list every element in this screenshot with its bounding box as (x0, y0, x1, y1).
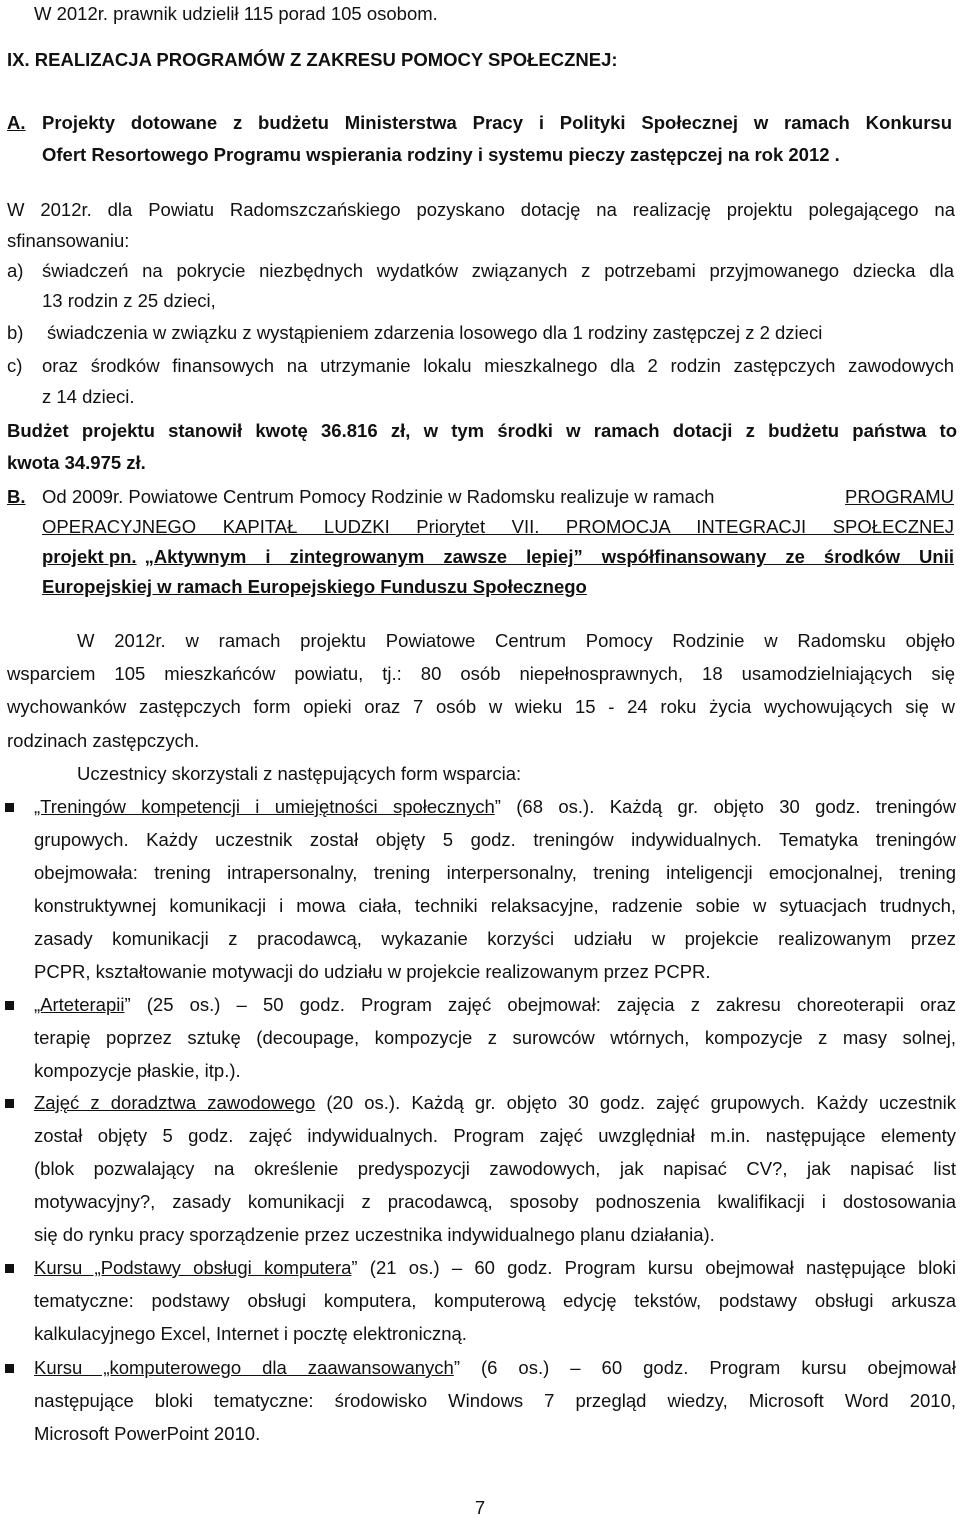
bullet-1-line-2 (34, 829, 956, 851)
bullet-5-text: ” (6 os.) – 60 godz. Program kursu obejmował (453, 1357, 956, 1378)
para2-line1: W 2012r. w ramach projektu Powiatowe Centrum Pomocy Rodzinie w Radomsku objęło (77, 630, 955, 651)
para1-line1: W 2012r. dla Powiatu Radomszczańskiego pozyskano dotację na realizację projektu polegającego na (7, 199, 955, 220)
list-c-marker: c) (7, 355, 23, 376)
bullet-3-text: (blok pozwalający na określenie predyspozycji zawodowych, jak napisać CV?, jak napisać list (34, 1158, 956, 1179)
bullet-1-line-4 (34, 895, 956, 917)
section-b-program-link: PROGRAMU (845, 486, 954, 507)
bullet-marker-icon (5, 1001, 14, 1010)
section-b-line4: Europejskiej w ramach Europejskiego Funduszu Społecznego (42, 576, 587, 597)
section-a-title-line1: Projekty dotowane z budżetu Ministerstwa Pracy i Polityki Społecznej w ramach Konkursu (42, 112, 952, 133)
bullet-1-text: PCPR, kształtowanie motywacji do udziału w projekcie realizowanym przez PCPR. (34, 961, 711, 982)
bullet-1-text: grupowych. Każdy uczestnik został objęty 5 godz. treningów indywidualnych. Tematyka treningów (34, 829, 956, 850)
budget-line2: kwota 34.975 zł. (7, 452, 146, 473)
bullet-marker-icon (5, 1264, 14, 1273)
bullet-1-line-5 (34, 928, 956, 950)
bullet-3-line-5 (34, 1224, 715, 1246)
bullet-1-text: ” (68 os.). Każdą gr. objęto 30 godz. treningów (494, 796, 956, 817)
section-a-title-line2: Ofert Resortowego Programu wspierania rodziny i systemu pieczy zastępczej na rok 2012 . (42, 144, 840, 165)
list-a-marker: a) (7, 260, 24, 281)
bullet-4-text: ” (21 os.) – 60 godz. Program kursu obejmował następujące bloki (351, 1257, 956, 1278)
section-b-line2: OPERACYJNEGO KAPITAŁ LUDZKI Priorytet VII. PROMOCJA INTEGRACJI SPOŁECZNEJ (42, 516, 954, 537)
bullet-1-line-1 (34, 796, 956, 818)
bullet-3-text: motywacyjny?, zasady komunikacji z pracodawcą, sposoby podnoszenia kwalifikacji i dostosowania (34, 1191, 956, 1212)
section-b-line1-text: Od 2009r. Powiatowe Centrum Pomocy Rodzinie w Radomsku realizuje w ramach (42, 486, 715, 507)
bullet-3-line-3 (34, 1158, 956, 1180)
bullet-1-text: obejmowała: trening intrapersonalny, trening interpersonalny, trening inteligencji emocjonalnej, trening (34, 862, 956, 883)
bullet-4-line-2 (34, 1290, 956, 1312)
section-b-line1 (42, 486, 954, 508)
bullet-4-line-1 (34, 1257, 956, 1279)
bullet-marker-icon (5, 803, 14, 812)
bullet-1-text: zasady komunikacji z pracodawcą, wykazanie korzyści udziału w projekcie realizowanym przez (34, 928, 956, 949)
list-b-marker: b) (7, 322, 24, 343)
bullet-marker-icon (5, 1364, 14, 1373)
bullet-5-line-2 (34, 1390, 956, 1412)
section-ix-heading: IX. REALIZACJA PROGRAMÓW Z ZAKRESU POMOCY SPOŁECZNEJ: (7, 49, 618, 70)
bullet-2-text: terapię poprzez sztukę (decoupage, kompozycje z surowców wtórnych, kompozycje z masy solnej, (34, 1027, 956, 1048)
intro-text: W 2012r. prawnik udzielił 115 porad 105 osobom. (34, 3, 438, 24)
bullet-5-line-3 (34, 1423, 260, 1445)
section-b-line3-prefix: projekt pn. (42, 546, 137, 567)
bullet-2-line-1 (34, 994, 956, 1016)
bullet-3-line-2 (34, 1125, 956, 1147)
bullet-3-line-1 (34, 1092, 956, 1114)
para1-line2: sfinansowaniu: (7, 230, 130, 251)
section-b-marker: B. (7, 486, 26, 507)
para2-line4: rodzinach zastępczych. (7, 730, 200, 751)
bullet-4-line-3 (34, 1323, 467, 1345)
bullet-5-text: Microsoft PowerPoint 2010. (34, 1423, 261, 1444)
bullet-2-title: „Arteterapii (34, 994, 125, 1015)
bullet-2-text: kompozycje płaskie, itp.). (34, 1060, 241, 1081)
bullet-2-line-2 (34, 1027, 956, 1049)
bullet-4-text: kalkulacyjnego Excel, Internet i pocztę elektroniczną. (34, 1323, 467, 1344)
bullet-5-title: Kursu „komputerowego dla zaawansowanych (34, 1357, 454, 1378)
bullet-5-line-1 (34, 1357, 956, 1379)
bullet-1-title: „Treningów kompetencji i umiejętności społecznych (34, 796, 495, 817)
section-a-marker: A. (7, 112, 26, 133)
list-a-line1: świadczeń na pokrycie niezbędnych wydatków związanych z potrzebami przyjmowanego dziecka dla (42, 260, 954, 281)
budget-line1: Budżet projektu stanowił kwotę 36.816 zł, w tym środki w ramach dotacji z budżetu państwa to (7, 420, 957, 441)
bullet-2-text: ” (25 os.) – 50 godz. Program zajęć obejmował: zajęcia z zakresu choreoterapii oraz (124, 994, 956, 1015)
bullet-4-title: Kursu „Podstawy obsługi komputera (34, 1257, 352, 1278)
bullet-marker-icon (5, 1099, 14, 1108)
list-a-line2: 13 rodzin z 25 dzieci, (42, 290, 216, 311)
section-b-line3 (42, 546, 954, 568)
bullet-1-line-3 (34, 862, 956, 884)
bullet-3-line-4 (34, 1191, 956, 1213)
bullet-3-title: Zajęć z doradztwa zawodowego (34, 1092, 316, 1113)
bullet-4-text: tematyczne: podstawy obsługi komputera, komputerową edycję tekstów, podstawy obsługi arkusza (34, 1290, 956, 1311)
bullet-5-text: następujące bloki tematyczne: środowisko Windows 7 przegląd wiedzy, Microsoft Word 2010, (34, 1390, 956, 1411)
bullet-1-text: konstruktywnej komunikacji i mowa ciała, techniki relaksacyjne, radzenie sobie w sytuacjach trudnych, (34, 895, 956, 916)
list-c-line2: z 14 dzieci. (42, 386, 135, 407)
list-b-line1: świadczenia w związku z wystąpieniem zdarzenia losowego dla 1 rodziny zastępczej z 2 dzieci (47, 322, 823, 343)
para2-line2: wsparciem 105 mieszkańców powiatu, tj.: 80 osób niepełnosprawnych, 18 usamodzielniających się (7, 663, 955, 684)
forms-intro: Uczestnicy skorzystali z następujących form wsparcia: (77, 763, 522, 784)
section-b-line3-rest: „Aktywnym i zintegrowanym zawsze lepiej” współfinansowany ze środków Unii (144, 546, 954, 567)
bullet-3-text: został objęty 5 godz. zajęć indywidualnych. Program zajęć uwzględniał m.in. następujące elementy (34, 1125, 956, 1146)
bullet-1-line-6 (34, 961, 711, 983)
bullet-3-text: się do rynku pracy sporządzenie przez uczestnika indywidualnego planu działania). (34, 1224, 715, 1245)
list-c-line1: oraz środków finansowych na utrzymanie lokalu mieszkalnego dla 2 rodzin zastępczych zawodowych (42, 355, 954, 376)
para2-line3: wychowanków zastępczych form opieki oraz 7 osób w wieku 15 - 24 roku życia wychowujących się w (7, 696, 955, 717)
bullet-2-line-3 (34, 1060, 241, 1082)
page-number: 7 (474, 1497, 486, 1518)
bullet-3-text: (20 os.). Każdą gr. objęto 30 godz. zajęć grupowych. Każdy uczestnik (315, 1092, 956, 1113)
